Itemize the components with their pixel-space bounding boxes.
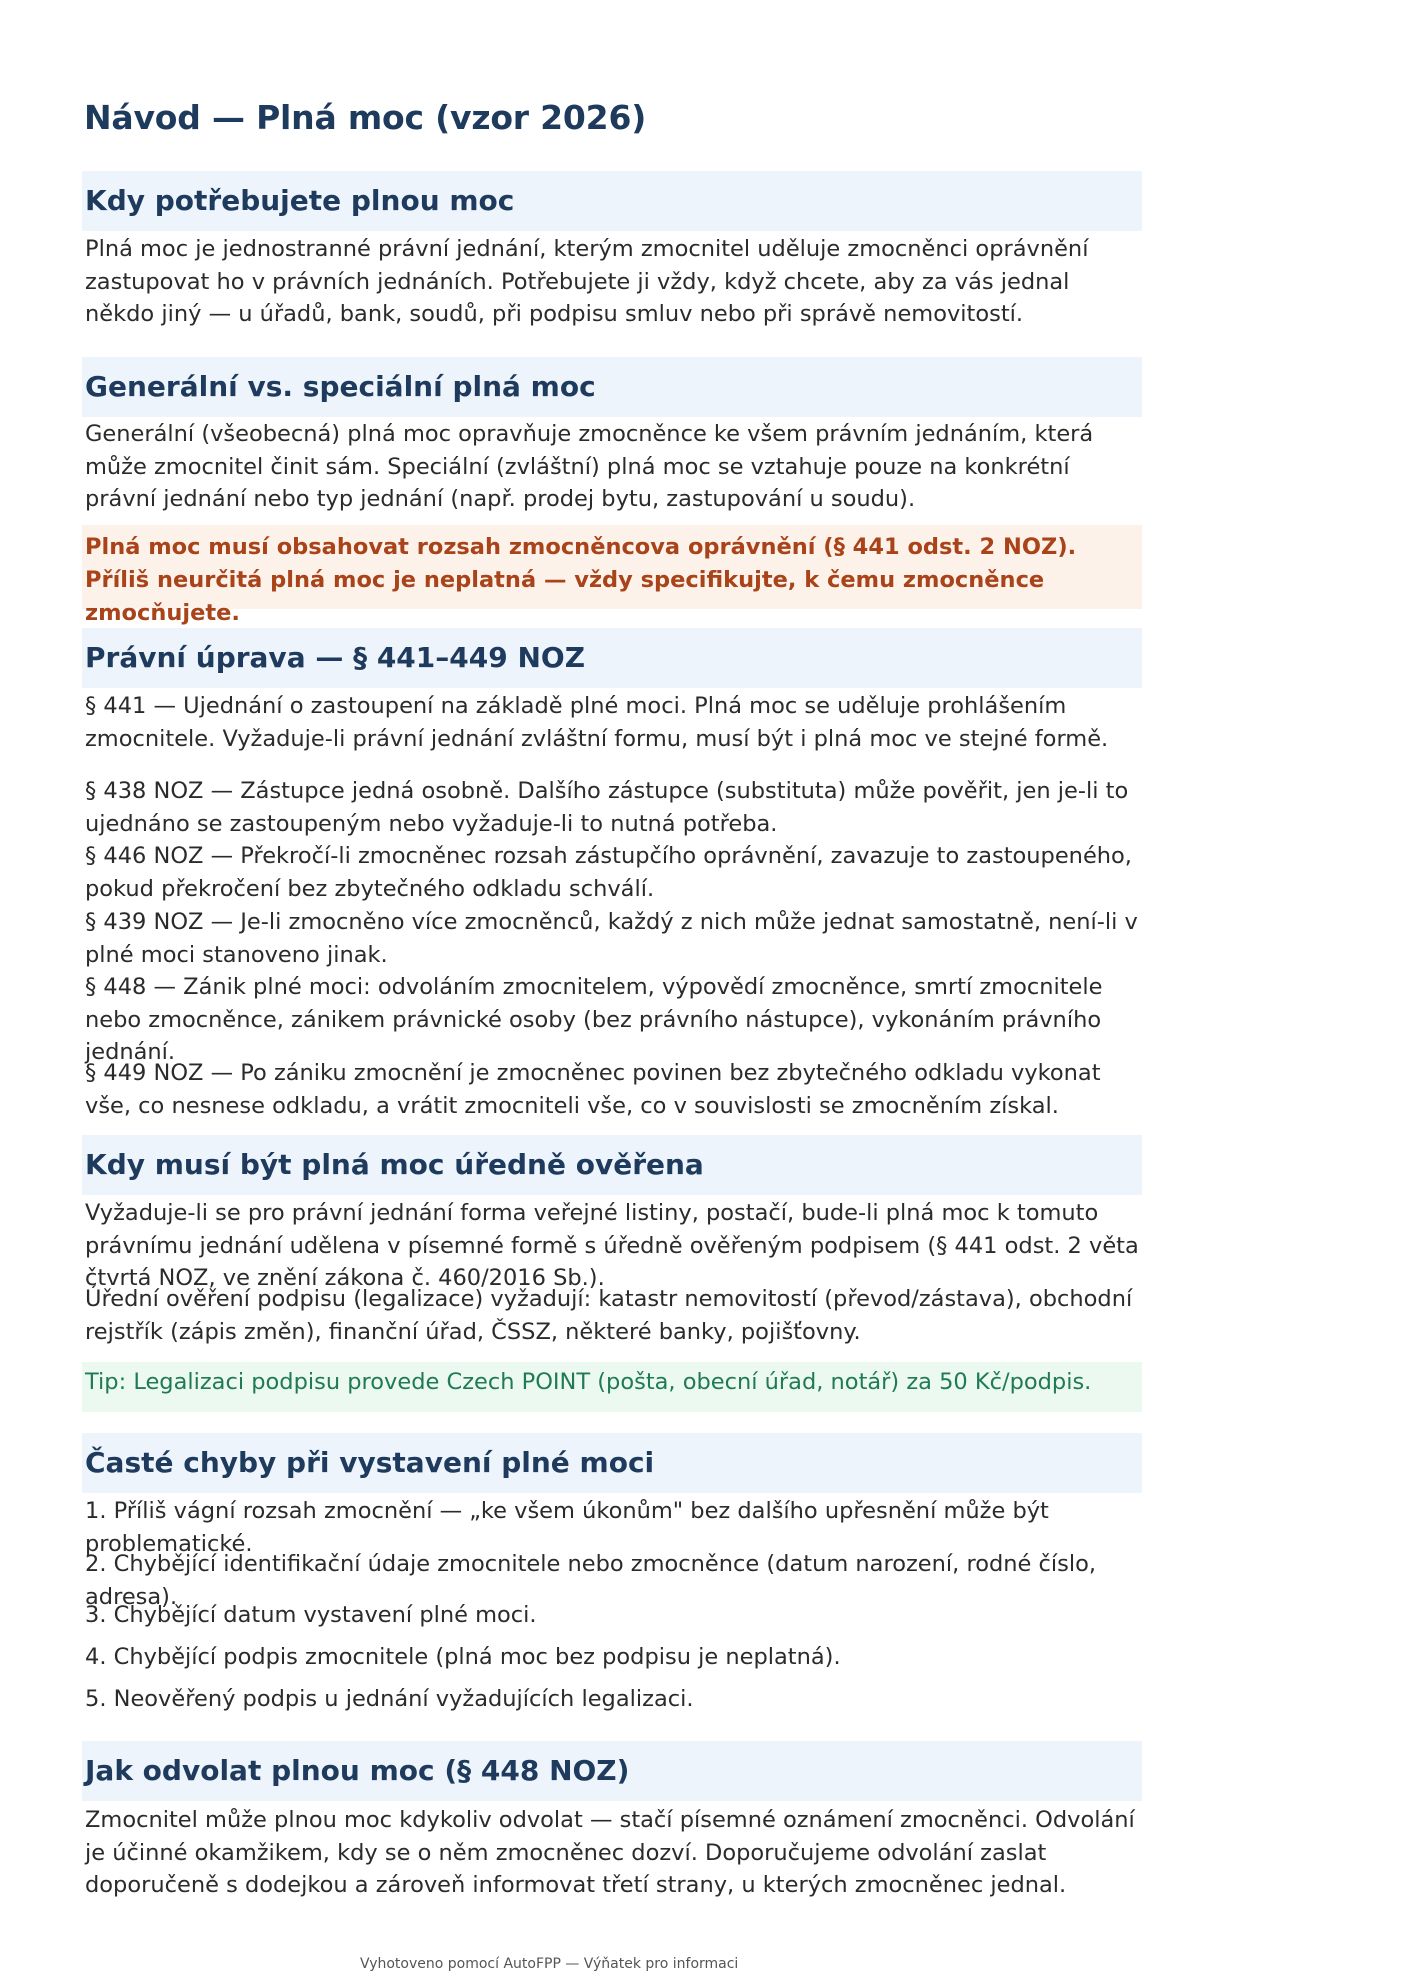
section-header-verification: [82, 1135, 1142, 1195]
tip-callout: [82, 1362, 1142, 1412]
section-heading: Generální vs. speciální plná moc: [85, 370, 596, 403]
section-body-revocation: Zmocnitel může plnou moc kdykoliv odvolat — stačí písemné oznámení zmocněnci. Odvolání je účinné okamžikem, kdy se o něm zmocněnec dozví. Doporučujeme odvolání zaslat doporučeně s dodejkou a zároveň informovat třetí strany, u kterých zmocněnec jednal.: [85, 1807, 1135, 1898]
verification-authorities-paragraph: Úřední ověření podpisu (legalizace) vyžadují: katastr nemovitostí (převod/zástava), obchodní rejstřík (zápis změn), finanční úřad, ČSSZ, některé banky, pojišťovny.: [85, 1286, 1133, 1345]
document-title: Návod — Plná moc (vzor 2026): [84, 98, 647, 137]
warning-callout: [82, 525, 1142, 626]
section-heading: Kdy musí být plná moc úředně ověřena: [85, 1148, 704, 1181]
law-paragraph-448: § 448 — Zánik plné moci: odvoláním zmocnitelem, výpovědí zmocněnce, smrtí zmocnitele nebo zmocněnce, zánikem právnické osoby (bez právního nástupce), vykonáním právního jednání.: [85, 974, 1103, 1065]
list-item: 2. Chybějící identifikační údaje zmocnitele nebo zmocněnce (datum narození, rodné číslo, adresa).: [85, 1551, 1097, 1610]
tip-text: Tip: Legalizaci podpisu provede Czech POINT (pošta, obecní úřad, notář) za 50 Kč/podpis.: [85, 1369, 1092, 1395]
law-paragraph-446: § 446 NOZ — Překročí-li zmocněnec rozsah zástupčího oprávnění, zavazuje to zastoupeného, pokud překročení bez zbytečného odkladu schválí.: [85, 843, 1132, 902]
list-item: 3. Chybějící datum vystavení plné moci.: [85, 1602, 537, 1628]
section-heading: Kdy potřebujete plnou moc: [85, 184, 515, 217]
section-heading: Časté chyby při vystavení plné moci: [85, 1446, 655, 1479]
section-heading: Právní úprava — § 441–449 NOZ: [85, 641, 586, 674]
section-body-general-vs-special: Generální (všeobecná) plná moc opravňuje zmocněnce ke všem právním jednáním, která může zmocnitel činit sám. Speciální (zvláštní) plná moc se vztahuje pouze na konkrétní právní jednání nebo typ jednání (např. prodej bytu, zastupování u soudu).: [85, 421, 1094, 512]
list-item: 1. Příliš vágní rozsah zmocnění — „ke všem úkonům" bez dalšího upřesnění může být problematické.: [85, 1498, 1049, 1557]
section-header-when-needed: [82, 171, 1142, 231]
law-paragraph-441: § 441 — Ujednání o zastoupení na základě plné moci. Plná moc se uděluje prohlášením zmocnitele. Vyžaduje-li právní jednání zvláštní formu, musí být i plná moc ve stejné formě.: [85, 693, 1109, 752]
list-item: 5. Neověřený podpis u jednání vyžadujících legalizaci.: [85, 1686, 694, 1712]
section-body-when-needed: Plná moc je jednostranné právní jednání, kterým zmocnitel uděluje zmocněnci oprávnění zastupovat ho v právních jednáních. Potřebujete ji vždy, když chcete, aby za vás jednal někdo jiný — u úřadů, bank, soudů, při podpisu smluv nebo při správě nemovitostí.: [85, 236, 1089, 327]
list-item: 4. Chybějící podpis zmocnitele (plná moc bez podpisu je neplatná).: [85, 1644, 841, 1670]
law-paragraph-439: § 439 NOZ — Je-li zmocněno více zmocněnců, každý z nich může jednat samostatně, není-li v plné moci stanoveno jinak.: [85, 909, 1138, 968]
page-footer: Vyhotoveno pomocí AutoFPP — Výňatek pro informaci: [360, 1956, 739, 1972]
warning-text: Plná moc musí obsahovat rozsah zmocněncova oprávnění (§ 441 odst. 2 NOZ). Příliš neurčitá plná moc je neplatná — vždy specifikujte, k čemu zmocněnce zmocňujete.: [85, 534, 1077, 626]
section-header-revocation: [82, 1741, 1142, 1801]
section-header-legal-basis: [82, 628, 1142, 688]
section-heading: Jak odvolat plnou moc (§ 448 NOZ): [85, 1754, 630, 1787]
section-header-general-vs-special: [82, 357, 1142, 417]
law-paragraph-449: § 449 NOZ — Po zániku zmocnění je zmocněnec povinen bez zbytečného odkladu vykonat vše, co nesnese odkladu, a vrátit zmocniteli vše, co v souvislosti se zmocněním získal.: [85, 1060, 1101, 1119]
law-paragraph-438: § 438 NOZ — Zástupce jedná osobně. Dalšího zástupce (substituta) může pověřit, jen je-li to ujednáno se zastoupeným nebo vyžaduje-li to nutná potřeba.: [85, 778, 1129, 837]
section-header-common-mistakes: [82, 1433, 1142, 1493]
verification-paragraph: Vyžaduje-li se pro právní jednání forma veřejné listiny, postačí, bude-li plná moc k tomuto právnímu jednání udělena v písemné formě s úředně ověřeným podpisem (§ 441 odst. 2 věta čtvrtá NOZ, ve znění zákona č. 460/2016 Sb.).: [85, 1200, 1139, 1291]
